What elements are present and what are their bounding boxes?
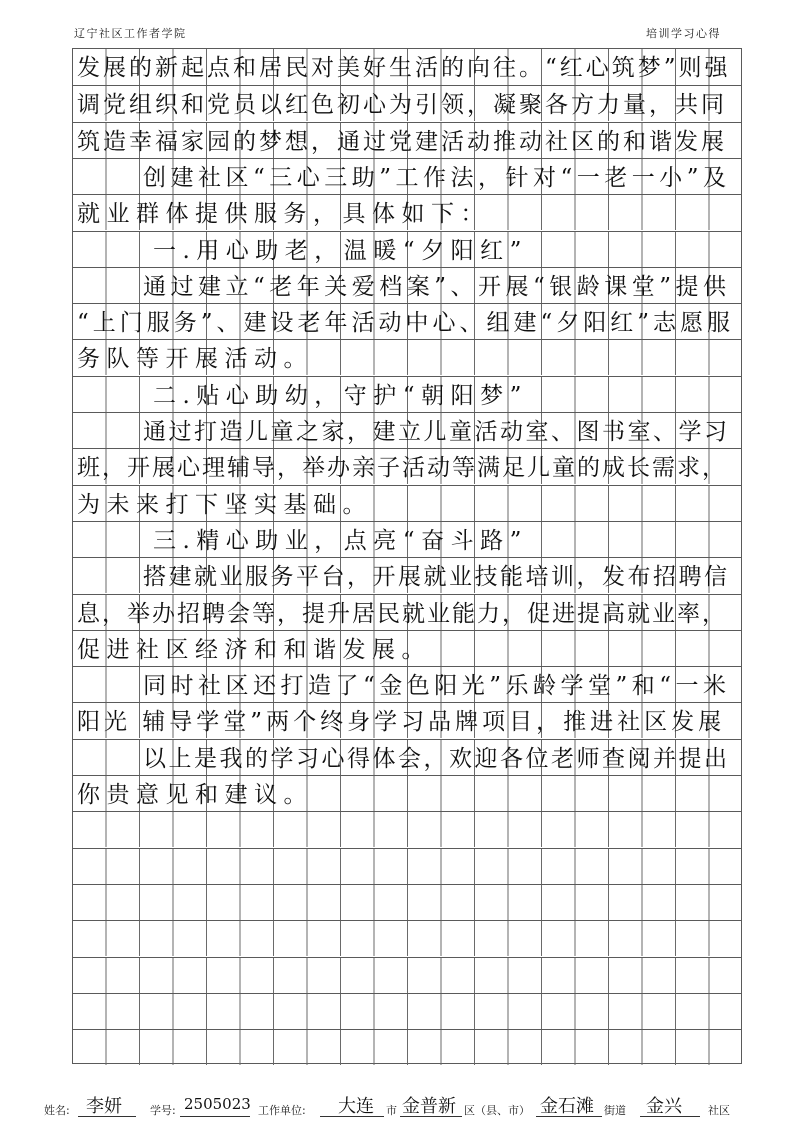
community-value: 金兴: [646, 1096, 682, 1117]
handwritten-text: 筑造幸福家园的梦想，通过党建活动推动社区的和谐发展: [77, 128, 727, 155]
grid-line: [73, 920, 741, 956]
grid-line: [73, 85, 741, 121]
student-id-label: 学号:: [150, 1104, 176, 1117]
handwritten-text: 三.精心助业，点亮“奋斗路”: [153, 527, 528, 554]
grid-line: [73, 993, 741, 1029]
street-value: 金石滩: [540, 1096, 594, 1117]
grid-line: [73, 122, 741, 158]
district-value: 金普新: [402, 1096, 456, 1117]
handwritten-text: 为未来打下坚实基础。: [77, 491, 372, 518]
handwritten-text: 通过打造儿童之家，建立儿童活动室、图书室、学习: [143, 419, 730, 445]
document-type: 培训学习心得: [646, 27, 721, 40]
handwritten-text: 务队等开展活动。: [77, 346, 313, 373]
city-underline: [320, 1116, 384, 1117]
grid-line: [73, 412, 741, 448]
handwritten-text: 通过建立“老年关爱档案”、开展“银龄课堂”提供: [143, 273, 731, 300]
grid-line: [73, 557, 741, 593]
district-suffix: 区（县、市）: [464, 1104, 530, 1117]
grid-line: [73, 339, 741, 375]
grid-line: [73, 957, 741, 993]
grid-line: [73, 702, 741, 738]
grid-line: [73, 521, 741, 557]
grid-line: [73, 739, 741, 775]
handwritten-text: 搭建就业服务平台，开展就业技能培训，发布招聘信: [143, 564, 730, 591]
community-underline: [640, 1116, 700, 1117]
grid-line: [73, 666, 741, 702]
handwritten-text: 班，开展心理辅导，举办亲子活动等满足儿童的成长需求，: [77, 455, 727, 482]
handwritten-text: “上门服务”、建设老年活动中心、组建“夕阳红”志愿服: [77, 310, 735, 337]
city-value: 大连: [338, 1096, 374, 1117]
grid-line: [73, 811, 741, 847]
grid-line: [73, 49, 741, 85]
work-unit-label: 工作单位:: [258, 1104, 306, 1117]
street-underline: [536, 1116, 602, 1117]
name-value: 李妍: [86, 1096, 122, 1117]
district-underline: [400, 1116, 462, 1117]
grid-line: [73, 775, 741, 811]
handwritten-text: 发展的新起点和居民对美好生活的向往。“红心筑梦”则强: [77, 55, 731, 81]
grid-line: [73, 303, 741, 339]
handwritten-text: 同时社区还打造了“金色阳光”乐龄学堂”和“一米: [143, 673, 731, 700]
org-name: 辽宁社区工作者学院: [74, 27, 187, 40]
handwritten-text: 调党组织和党员以红色初心为引领，凝聚各方力量，共同: [77, 92, 727, 119]
name-underline: [78, 1116, 136, 1117]
handwritten-text: 促进社区经济和和谐发展。: [77, 636, 431, 663]
handwritten-text: 二.贴心助幼，守护“朝阳梦”: [153, 382, 528, 409]
handwritten-text: 创建社区“三心三助”工作法，针对“一老一小”及: [143, 164, 731, 191]
grid-line: [73, 884, 741, 920]
grid-line: [73, 267, 741, 303]
page-header: [0, 0, 799, 46]
writing-grid: [72, 48, 742, 1064]
grid-line: [73, 194, 741, 230]
city-suffix: 市: [386, 1104, 397, 1117]
grid-line: [73, 848, 741, 884]
handwritten-text: 就业群体提供服务，具体如下：: [77, 201, 490, 228]
grid-line: [73, 231, 741, 267]
handwritten-text: 一.用心助老，温暖“夕阳红”: [153, 237, 528, 264]
grid-line: [73, 448, 741, 484]
community-suffix: 社区: [708, 1104, 730, 1117]
student-id-underline: [180, 1116, 250, 1117]
grid-line: [73, 158, 741, 194]
street-suffix: 街道: [604, 1104, 626, 1117]
handwritten-text: 你贵意见和建议。: [77, 782, 313, 808]
grid-line: [73, 376, 741, 412]
page-footer: [0, 1086, 799, 1126]
handwritten-text: 息，举办招聘会等，提升居民就业能力，促进提高就业率，: [77, 600, 727, 627]
name-label: 姓名:: [44, 1104, 70, 1117]
grid-line: [73, 594, 741, 630]
handwritten-text: 以上是我的学习心得体会，欢迎各位老师查阅并提出: [143, 745, 730, 772]
grid-line: [73, 485, 741, 521]
grid-line: [73, 630, 741, 666]
grid-line: [73, 1029, 741, 1065]
handwritten-text: 阳光 辅导学堂”两个终身学习品牌项目，推进社区发展: [77, 709, 726, 736]
student-id-value: 2505023: [184, 1095, 251, 1113]
